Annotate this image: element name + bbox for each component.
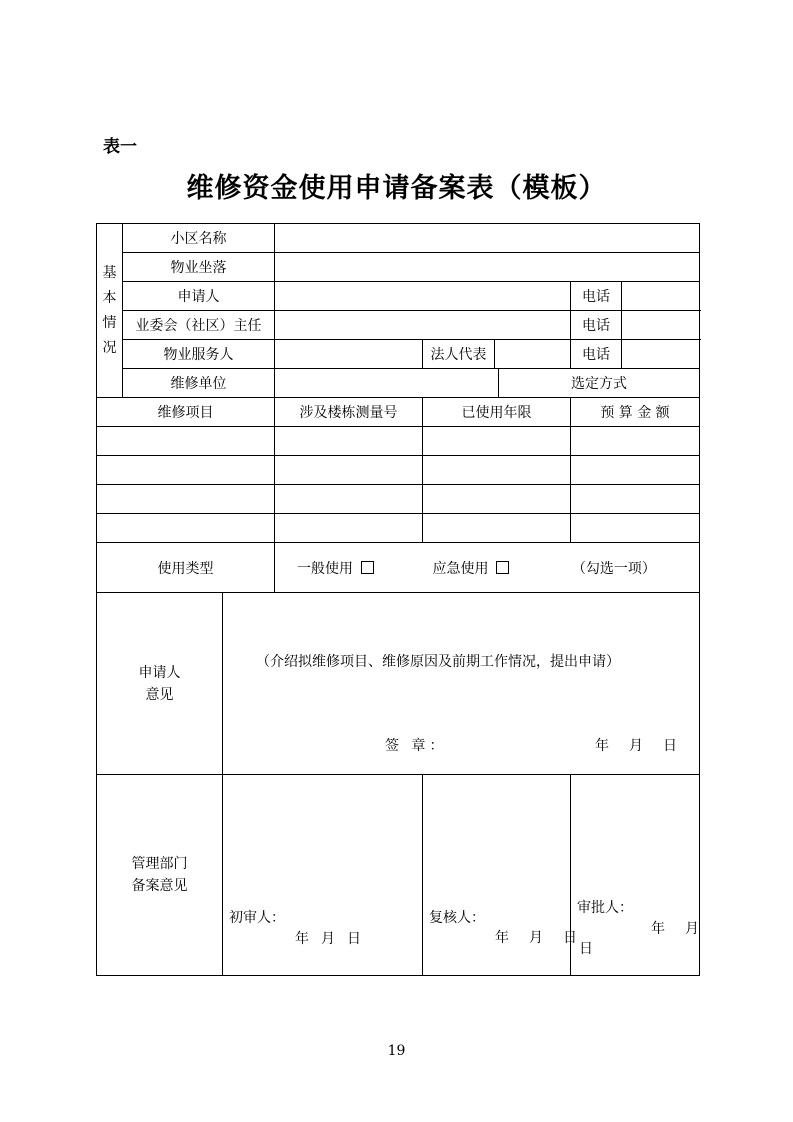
building-number-cell[interactable] bbox=[275, 485, 423, 514]
items-header-row bbox=[97, 398, 700, 427]
applicant-opinion-area[interactable] bbox=[223, 593, 700, 775]
building-number-cell[interactable] bbox=[275, 427, 423, 456]
years-used-cell[interactable] bbox=[423, 456, 571, 485]
basic-info-label: 基 本 情 况 bbox=[97, 224, 123, 398]
service-phone-label: 电话 bbox=[571, 340, 622, 369]
director-phone-field[interactable] bbox=[622, 311, 700, 340]
approval-area[interactable] bbox=[571, 775, 700, 976]
legal-rep-field[interactable] bbox=[495, 340, 571, 369]
table-row bbox=[97, 427, 700, 456]
approver-label: 审批人： bbox=[577, 900, 633, 916]
opinion-instruction: （介绍拟维修项目、维修原因及前期工作情况，提出申请） bbox=[256, 654, 620, 670]
applicant-label: 申请人 bbox=[123, 282, 275, 311]
row-committee-director bbox=[97, 311, 700, 340]
building-number-cell[interactable] bbox=[275, 514, 423, 543]
applicant-opinion-label: 申请人 意见 bbox=[97, 593, 223, 775]
emergency-use-label: 应急使用 bbox=[432, 560, 489, 577]
selection-method-label: 选定方式 bbox=[499, 369, 700, 398]
years-used-cell[interactable] bbox=[423, 514, 571, 543]
legal-rep-label: 法人代表 bbox=[423, 340, 495, 369]
general-use-label: 一般使用 bbox=[297, 560, 353, 577]
approval-date-year-month: 年 月 bbox=[651, 921, 699, 937]
row-management-opinion bbox=[97, 775, 700, 976]
general-use-checkbox[interactable] bbox=[361, 561, 374, 574]
repair-unit-field[interactable] bbox=[275, 369, 499, 398]
table-caption: 表一 bbox=[103, 137, 137, 157]
initial-review-date: 年 月 日 bbox=[295, 931, 361, 947]
applicant-date: 年 月 日 bbox=[595, 738, 677, 754]
row-usage-type bbox=[97, 543, 700, 593]
usage-type-label: 使用类型 bbox=[97, 543, 275, 593]
repair-item-cell[interactable] bbox=[97, 456, 275, 485]
property-location-label: 物业坐落 bbox=[123, 253, 275, 282]
page-number: 19 bbox=[387, 1043, 406, 1059]
usage-type-options bbox=[275, 543, 700, 593]
years-used-cell[interactable] bbox=[423, 485, 571, 514]
row-applicant-opinion bbox=[97, 593, 700, 775]
applicant-phone-field[interactable] bbox=[622, 282, 700, 311]
community-name-label: 小区名称 bbox=[123, 224, 275, 253]
management-opinion-label: 管理部门 备案意见 bbox=[97, 775, 223, 976]
emergency-use-checkbox[interactable] bbox=[496, 561, 509, 574]
header-budget-amount: 预 算 金 额 bbox=[571, 398, 700, 427]
budget-amount-cell[interactable] bbox=[571, 456, 700, 485]
filing-form-table bbox=[96, 223, 700, 976]
initial-review-area[interactable] bbox=[223, 775, 423, 976]
repair-unit-label: 维修单位 bbox=[123, 369, 275, 398]
recheck-area[interactable] bbox=[423, 775, 577, 976]
community-name-field[interactable] bbox=[275, 224, 700, 253]
table-row bbox=[97, 514, 700, 543]
repair-item-cell[interactable] bbox=[97, 485, 275, 514]
budget-amount-cell[interactable] bbox=[571, 485, 700, 514]
row-property-location bbox=[97, 253, 700, 282]
repair-item-cell[interactable] bbox=[97, 514, 275, 543]
committee-director-label: 业委会（社区）主任 bbox=[123, 311, 275, 340]
row-community-name bbox=[97, 224, 700, 253]
header-repair-item: 维修项目 bbox=[97, 398, 275, 427]
director-phone-label: 电话 bbox=[571, 311, 622, 340]
recheck-date: 年 月 日 bbox=[495, 930, 577, 946]
property-service-field[interactable] bbox=[275, 340, 423, 369]
applicant-field[interactable] bbox=[275, 282, 571, 311]
row-property-service bbox=[97, 340, 700, 369]
budget-amount-cell[interactable] bbox=[571, 427, 700, 456]
budget-amount-cell[interactable] bbox=[571, 514, 700, 543]
repair-item-cell[interactable] bbox=[97, 427, 275, 456]
header-years-used: 已使用年限 bbox=[423, 398, 571, 427]
committee-director-field[interactable] bbox=[275, 311, 571, 340]
row-repair-unit bbox=[97, 369, 700, 398]
header-building-number: 涉及楼栋测量号 bbox=[275, 398, 423, 427]
service-phone-field[interactable] bbox=[622, 340, 700, 369]
rechecker-label: 复核人： bbox=[429, 910, 485, 926]
table-row bbox=[97, 485, 700, 514]
years-used-cell[interactable] bbox=[423, 427, 571, 456]
property-location-field[interactable] bbox=[275, 253, 700, 282]
applicant-phone-label: 电话 bbox=[571, 282, 622, 311]
row-applicant bbox=[97, 282, 700, 311]
table-row bbox=[97, 456, 700, 485]
select-one-note: （勾选一项） bbox=[571, 560, 656, 577]
form-title: 维修资金使用申请备案表（模板） bbox=[186, 173, 607, 204]
signature-label: 签 章： bbox=[385, 738, 448, 754]
property-service-label: 物业服务人 bbox=[123, 340, 275, 369]
approval-date-day: 日 bbox=[579, 941, 593, 957]
building-number-cell[interactable] bbox=[275, 456, 423, 485]
initial-reviewer-label: 初审人： bbox=[229, 910, 285, 926]
